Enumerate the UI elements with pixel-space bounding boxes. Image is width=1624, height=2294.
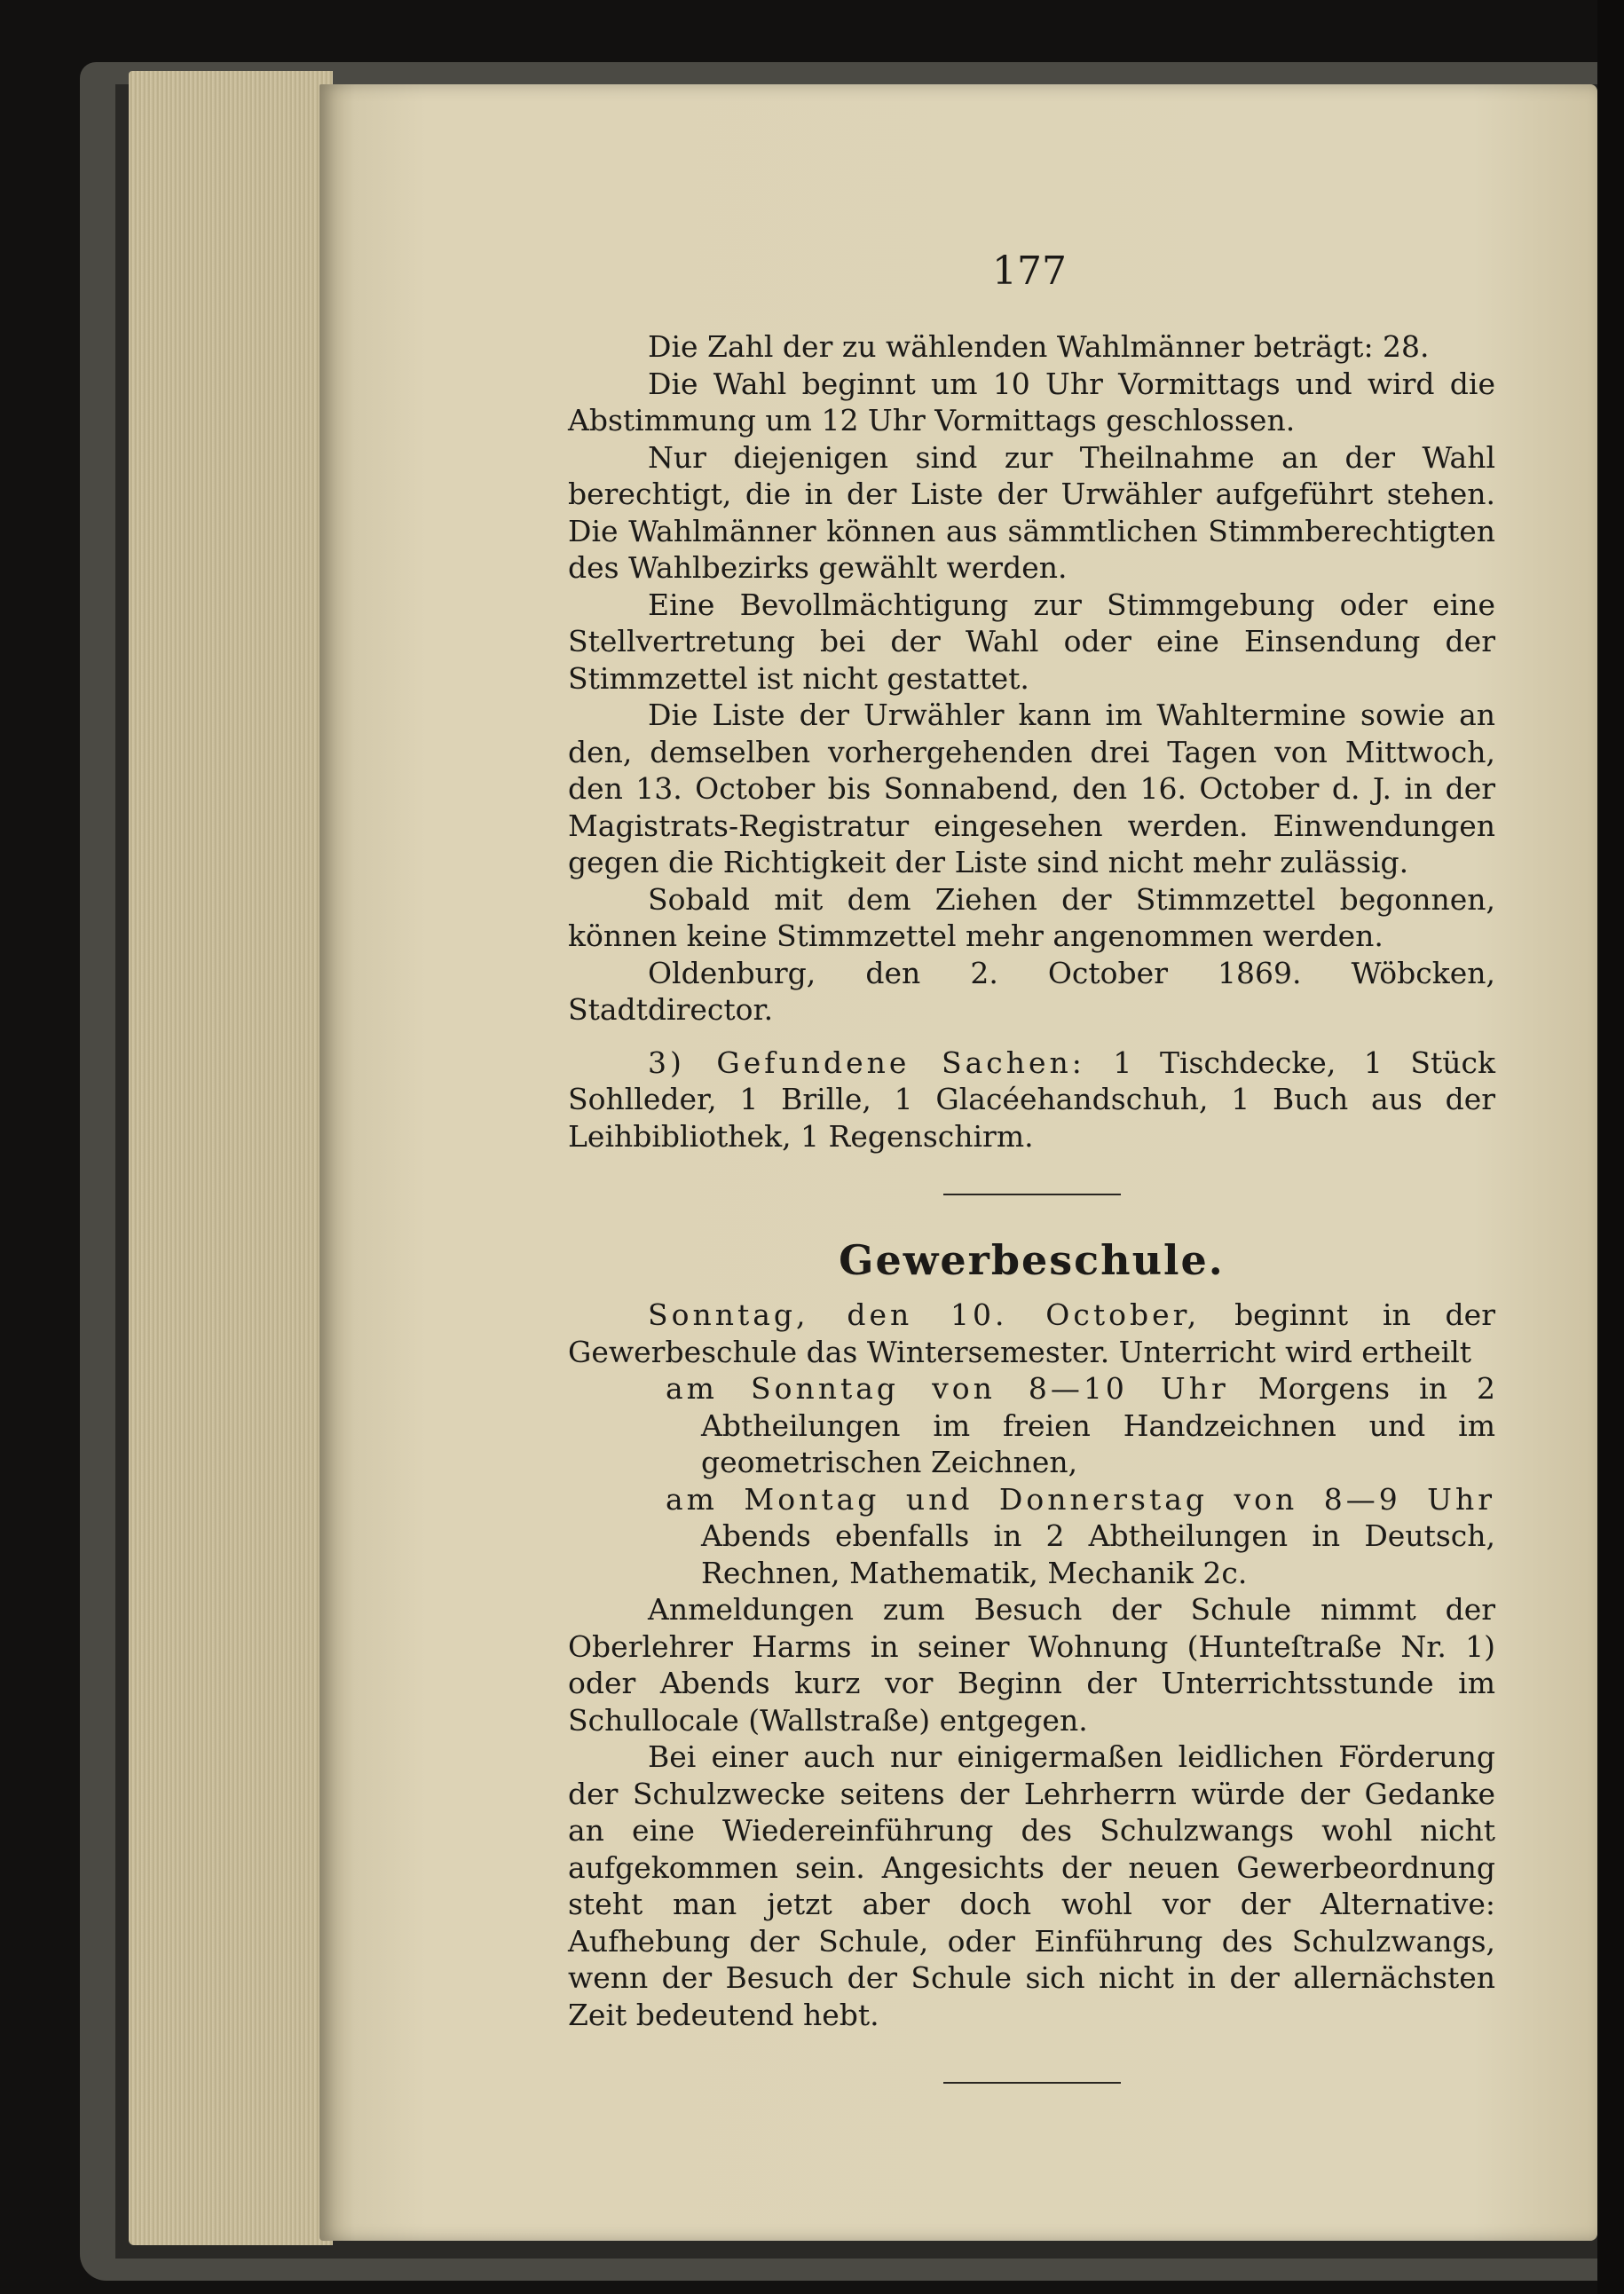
schedule-list [603,1370,1495,1591]
closing-paragraph: Bei einer auch nur einigermaßen leidlichen Förderung der Schulzwecke seitens der Lehrherrn würde der Gedanke an eine Wiedereinführung des Schulzwangs wohl nicht aufgekommen sein. Angesichts der neuen Gewerbeordnung steht man jetzt aber doch wohl vor der Alternative: Aufhebung der Schule, oder Einführung des Schulzwangs, wenn der Besuch der Schule sich nicht in der allernächsten Zeit bedeutend hebt. [568,1739,1495,2032]
election-paragraph-2: Die Wahl beginnt um 10 Uhr Vormittags und wird die Abstimmung um 12 Uhr Vormittags geschlossen. [568,366,1495,438]
election-paragraph-4: Eine Bevollmächtigung zur Stimmgebung oder eine Stellvertretung bei der Wahl oder eine Einsendung der Stimmzettel ist nicht gestattet. [568,587,1495,696]
section-divider [943,1194,1121,1195]
election-paragraph-5: Die Liste der Urwähler kann im Wahltermine sowie an den, demselben vorhergehenden drei Tagen von Mittwoch, den 13. October bis Sonnabend, den 16. October d. J. in der Magistrats-Registratur eingesehen werden. Einwendungen gegen die Richtigkeit der Liste sind nicht mehr zulässig. [568,698,1495,879]
schedule-item-sunday-lead: am Sonntag von 8—10 Uhr [666,1371,1229,1406]
school-intro-lead: Sonntag, den 10. October, [648,1297,1201,1332]
section-heading: Gewerbeschule. [839,1236,1225,1284]
found-items-paragraph [568,1045,1495,1155]
school-intro-text: beginnt in der Gewerbeschule das Wintersemester. Unterricht wird ertheilt [568,1297,1495,1369]
page-number: 177 [992,248,1067,294]
election-paragraph-6: Sobald mit dem Ziehen der Stimmzettel begonnen, können keine Stimmzettel mehr angenommen werden. [568,881,1495,953]
election-paragraph-1: Die Zahl der zu wählenden Wahlmänner beträgt: 28. [648,329,1430,364]
schedule-item-monday-lead: am Montag und Donnerstag von 8—9 Uhr [666,1481,1495,1517]
background-edge [1597,0,1624,2294]
page-stack-edge [129,71,333,2245]
page-content [568,328,1495,2125]
found-items-lead: 3) Gefundene Sachen: [648,1045,1085,1080]
spacer [568,1029,1495,1045]
election-paragraph-3: Nur diejenigen sind zur Theilnahme an der Wahl berechtigt, die in der Liste der Urwähler aufgeführt stehen. Die Wahlmänner können aus sämmtlichen Stimmberechtigten des Wahlbezirks gewählt werden. [568,439,1495,585]
election-signature: Oldenburg, den 2. October 1869. Wöbcken, Stadtdirector. [568,955,1495,1027]
schedule-item-sunday [603,1370,1495,1481]
registration-paragraph: Anmeldungen zum Besuch der Schule nimmt der Oberlehrer Harms in seiner Wohnung (Hunteſtraße Nr. 1) oder Abends kurz vor Beginn der Unterrichtsstunde im Schullocale (Wallstraße) entgegen. [568,1592,1495,1738]
school-intro [568,1297,1495,1370]
bottom-divider [943,2082,1121,2084]
schedule-item-monday-thursday [603,1481,1495,1592]
found-items-text: 1 Tischdecke, 1 Stück Sohlleder, 1 Brille, 1 Glacéehandschuh, 1 Buch aus der Leihbibliothek, 1 Regenschirm. [568,1045,1495,1154]
schedule-item-sunday-text: Morgens in 2 Abtheilungen im freien Handzeichnen und im geometrischen Zeichnen, [701,1371,1495,1479]
schedule-item-monday-text: Abends ebenfalls in 2 Abtheilungen in Deutsch, Rechnen, Mathematik, Mechanik 2c. [701,1518,1495,1590]
